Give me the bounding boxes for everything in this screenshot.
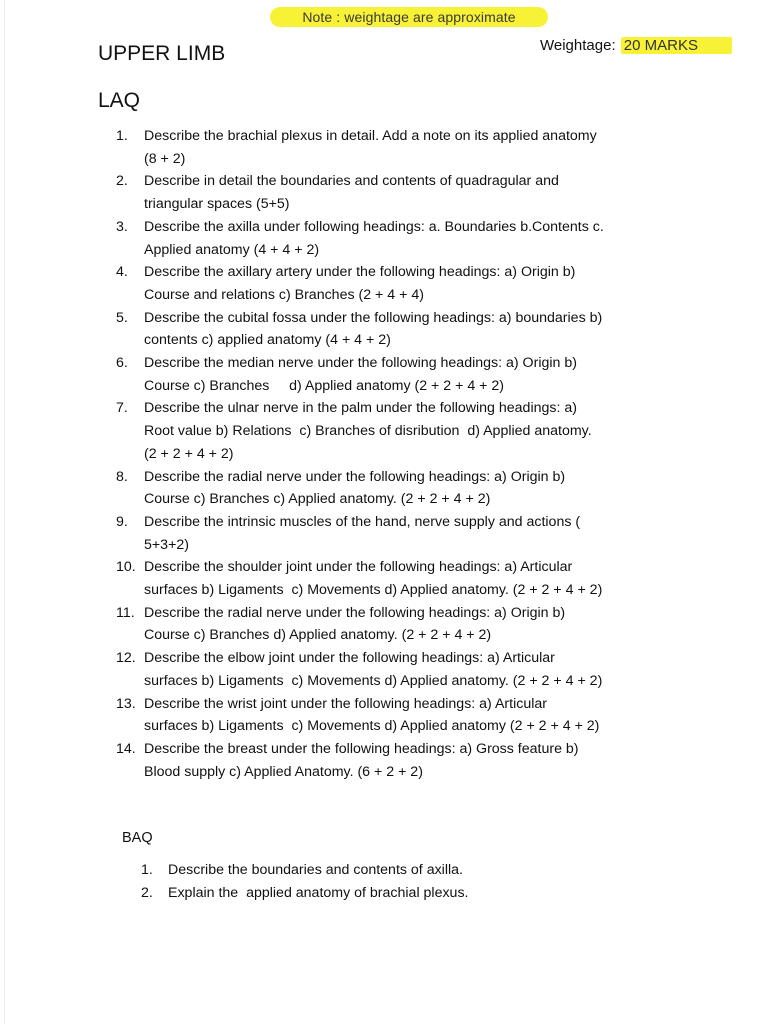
baq-list bbox=[141, 859, 701, 904]
laq-item-text: Describe the brachial plexus in detail. Add a note on its applied anatomy (8 + 2) bbox=[144, 128, 597, 167]
laq-item bbox=[116, 602, 694, 647]
weightage-value: 20 MARKS bbox=[621, 37, 732, 54]
baq-item bbox=[141, 882, 701, 905]
weightage-label: Weightage: bbox=[540, 37, 616, 54]
laq-item bbox=[116, 647, 694, 692]
laq-item bbox=[116, 261, 694, 306]
laq-item bbox=[116, 738, 694, 783]
baq-item-text: Explain the applied anatomy of brachial plexus. bbox=[168, 884, 469, 901]
laq-item-number: 3. bbox=[116, 218, 128, 235]
laq-item bbox=[116, 511, 694, 556]
weightage bbox=[540, 36, 732, 56]
laq-list bbox=[116, 125, 694, 783]
laq-heading: LAQ bbox=[98, 89, 141, 112]
laq-item bbox=[116, 125, 694, 170]
laq-item-number: 2. bbox=[116, 173, 128, 190]
laq-item-number: 1. bbox=[116, 128, 128, 144]
laq-item-text: Describe the wrist joint under the following headings: a) Articular surfaces b) Ligaments c) Movements d) Applied anatomy (2 + 2 + 4 + 2) bbox=[144, 695, 600, 735]
laq-item bbox=[116, 466, 694, 511]
laq-item-number: 14. bbox=[116, 740, 136, 757]
laq-item-number: 8. bbox=[116, 468, 128, 485]
laq-item-text: Describe the axillary artery under the following headings: a) Origin b) Course and relations c) Branches (2 + 4 + 4) bbox=[144, 264, 576, 303]
laq-item-text: Describe the radial nerve under the following headings: a) Origin b) Course c) Branches d) Applied anatomy. (2 + 2 + 4 + 2) bbox=[144, 604, 566, 644]
laq-item bbox=[116, 170, 694, 215]
baq-item-number: 2. bbox=[141, 884, 153, 901]
laq-item bbox=[116, 397, 694, 465]
laq-item-text: Describe the radial nerve under the following headings: a) Origin b) Course c) Branches c) Applied anatomy. (2 + 2 + 4 + 2) bbox=[144, 468, 566, 508]
laq-item-text: Describe the elbow joint under the following headings: a) Articular surfaces b) Ligaments c) Movements d) Applied anatomy. (2 + 2 + 4 + 2) bbox=[144, 650, 603, 689]
laq-item-text: Describe the shoulder joint under the following headings: a) Articular surfaces b) Ligaments c) Movements d) Applied anatomy. (2 + 2 + 4 + 2) bbox=[144, 559, 603, 599]
laq-item bbox=[116, 556, 694, 601]
laq-item-number: 9. bbox=[116, 513, 128, 530]
laq-item-text: Describe the median nerve under the following headings: a) Origin b) Course c) Branches d) Applied anatomy (2 + 2 + 4 + 2) bbox=[144, 355, 577, 394]
laq-item bbox=[116, 352, 694, 397]
laq-item-text: Describe in detail the boundaries and contents of quadragular and triangular spaces (5+5) bbox=[144, 173, 559, 213]
laq-item-number: 6. bbox=[116, 355, 128, 372]
baq-item bbox=[141, 859, 701, 882]
laq-item-text: Describe the breast under the following headings: a) Gross feature b) Blood supply c) Applied Anatomy. (6 + 2 + 2) bbox=[144, 740, 579, 780]
laq-item-number: 13. bbox=[116, 695, 136, 712]
laq-item bbox=[116, 307, 694, 352]
laq-item-text: Describe the intrinsic muscles of the hand, nerve supply and actions ( 5+3+2) bbox=[144, 513, 581, 553]
laq-item bbox=[116, 216, 694, 261]
laq-item-number: 7. bbox=[116, 400, 128, 417]
baq-item-text: Describe the boundaries and contents of axilla. bbox=[168, 862, 463, 878]
laq-item-number: 5. bbox=[116, 309, 128, 326]
page-edge bbox=[4, 0, 5, 1024]
laq-item-number: 12. bbox=[116, 650, 136, 667]
note-highlight: Note : weightage are approximate bbox=[270, 7, 548, 27]
laq-item bbox=[116, 693, 694, 738]
laq-item-text: Describe the axilla under following headings: a. Boundaries b.Contents c. Applied anatomy (4 + 4 + 2) bbox=[144, 218, 604, 258]
laq-item-text: Describe the cubital fossa under the following headings: a) boundaries b) contents c) applied anatomy (4 + 4 + 2) bbox=[144, 309, 603, 349]
baq-item-number: 1. bbox=[141, 862, 153, 878]
page-title: UPPER LIMB bbox=[98, 42, 226, 65]
laq-item-number: 4. bbox=[116, 264, 128, 281]
baq-heading: BAQ bbox=[122, 830, 153, 846]
laq-item-text: Describe the ulnar nerve in the palm under the following headings: a) Root value b) Relations c) Branches of disribution d) Applied anatomy. (2 + 2 + 4 + 2) bbox=[144, 400, 592, 462]
laq-item-number: 11. bbox=[116, 604, 135, 621]
laq-item-number: 10. bbox=[116, 559, 136, 576]
